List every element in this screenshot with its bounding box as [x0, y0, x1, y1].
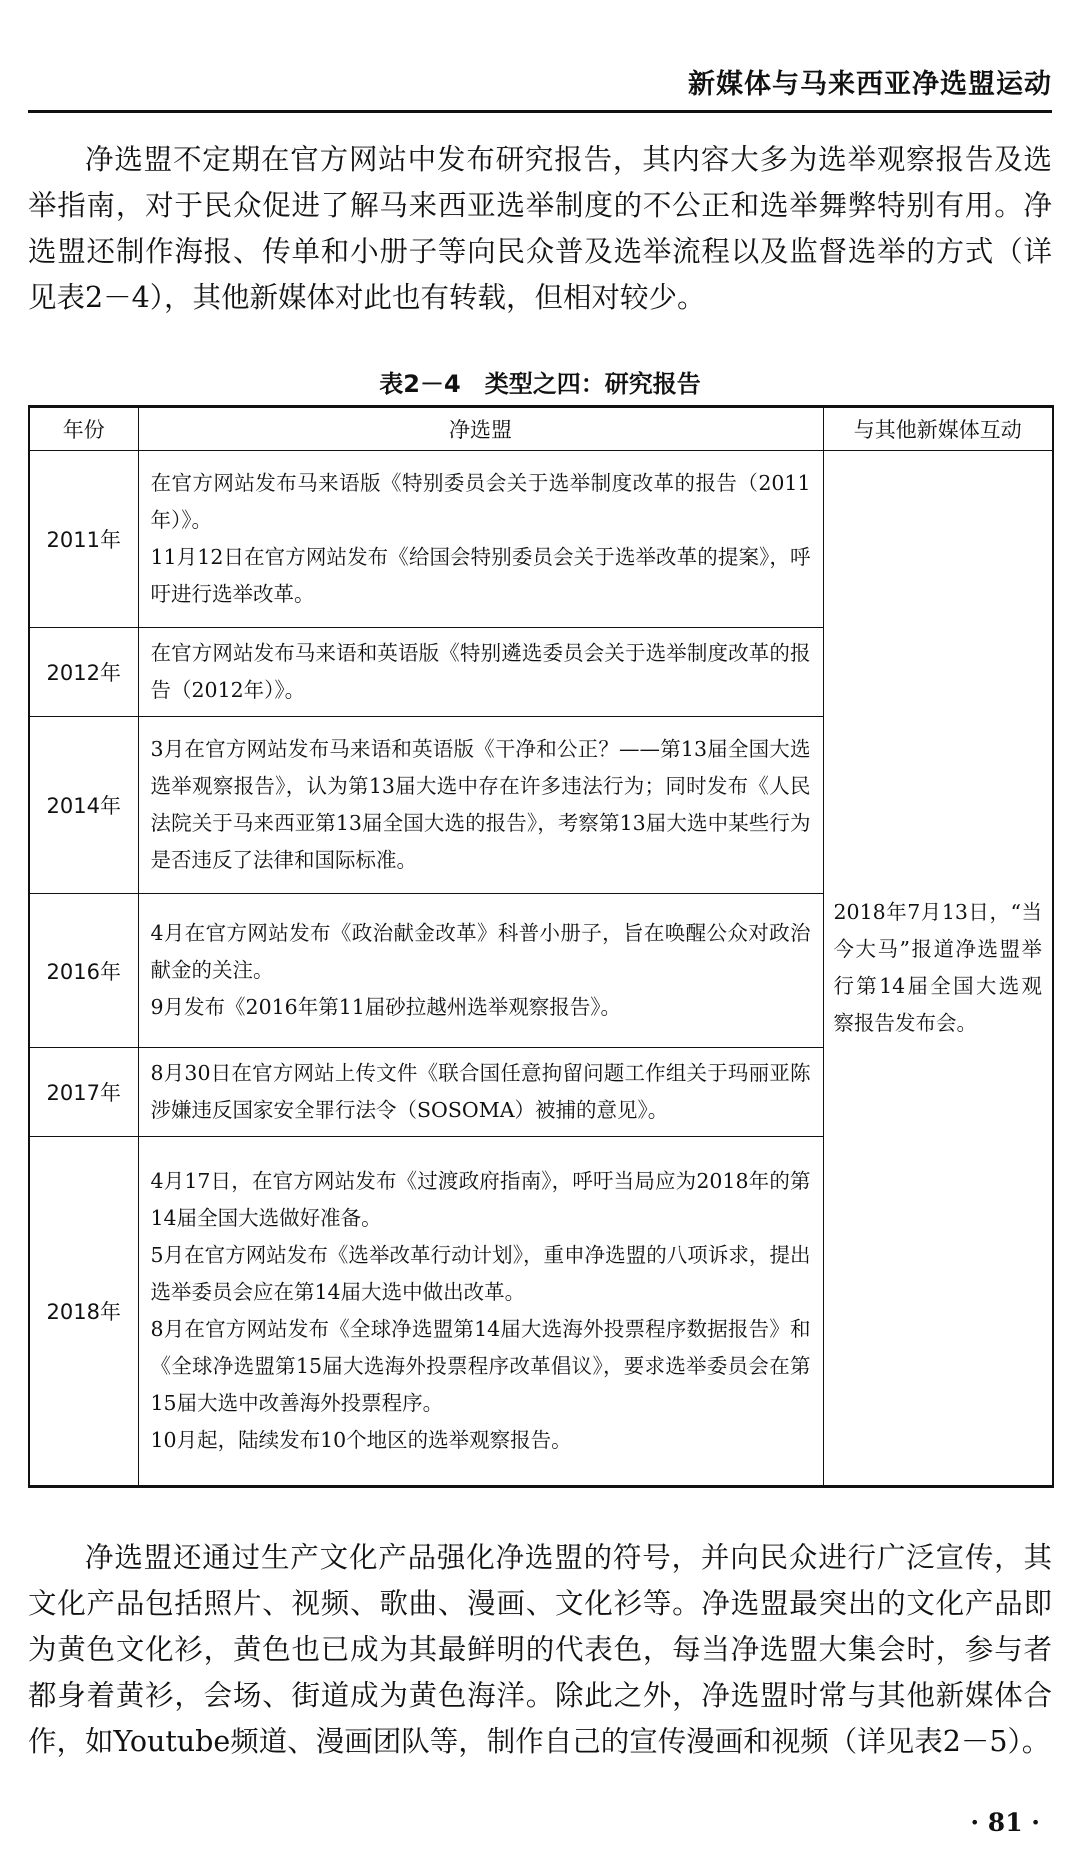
entry-text: 3月在官方网站发布马来语和英语版《干净和公正？——第13届全国大选选举观察报告》，认为第13届大选中存在许多违法行为；同时发布《人民法院关于马来西亚第13届全国大选的报告》，考察第13届大选中某些行为是否违反了法律和国际标准。 [150, 737, 811, 872]
running-head: 新媒体与马来西亚净选盟运动 [688, 69, 1052, 100]
paragraph-intro: 净选盟不定期在官方网站中发布研究报告，其内容大多为选举观察报告及选举指南，对于民众促进了解马来西亚选举制度的不公正和选举舞弊特别有用。净选盟还制作海报、传单和小册子等向民众普及选举流程以及监督选举的方式（详见表2－4），其他新媒体对此也有转载，但相对较少。 [28, 143, 1052, 314]
year-cell: 2018年 [29, 1137, 138, 1487]
header-rule [28, 110, 1052, 113]
column-header-bersih: 净选盟 [138, 407, 823, 451]
entry-text: 在官方网站发布马来语和英语版《特别遴选委员会关于选举制度改革的报告（2012年）》。 [150, 641, 811, 702]
table-row [29, 451, 1053, 628]
table-header-row [29, 407, 1053, 451]
year-cell: 2014年 [29, 717, 138, 894]
entry-text: 5月在官方网站发布《选举改革行动计划》，重申净选盟的八项诉求，提出选举委员会应在第14届大选中做出改革。 [150, 1243, 811, 1304]
table-title: 表2－4 类型之四：研究报告 [379, 370, 701, 398]
year-cell: 2011年 [29, 451, 138, 628]
report-table [28, 405, 1054, 1488]
entry-text: 8月在官方网站发布《全球净选盟第14届大选海外投票程序数据报告》和《全球净选盟第15届大选海外投票程序改革倡议》，要求选举委员会在第15届大选中改善海外投票程序。 [150, 1317, 811, 1415]
content-cell [138, 1048, 823, 1137]
paragraph-culture: 净选盟还通过生产文化产品强化净选盟的符号，并向民众进行广泛宣传，其文化产品包括照片、视频、歌曲、漫画、文化衫等。净选盟最突出的文化产品即为黄色文化衫，黄色也已成为其最鲜明的代表色，每当净选盟大集会时，参与者都身着黄衫，会场、街道成为黄色海洋。除此之外，净选盟时常与其他新媒体合作，如Youtube频道、漫画团队等，制作自己的宣传漫画和视频（详见表2－5）。 [28, 1541, 1052, 1758]
column-header-year: 年份 [29, 407, 138, 451]
content-cell [138, 717, 823, 894]
entry-text: 9月发布《2016年第11届砂拉越州选举观察报告》。 [150, 995, 622, 1019]
content-cell [138, 1137, 823, 1487]
column-header-interaction: 与其他新媒体互动 [823, 407, 1053, 451]
entry-text: 在官方网站发布马来语版《特别委员会关于选举制度改革的报告（2011年）》。 [150, 471, 811, 532]
content-cell [138, 894, 823, 1048]
entry-text: 10月起，陆续发布10个地区的选举观察报告。 [150, 1428, 572, 1452]
entry-text: 8月30日在官方网站上传文件《联合国任意拘留问题工作组关于玛丽亚陈涉嫌违反国家安全罪行法令（SOSOMA）被捕的意见》。 [150, 1061, 811, 1122]
entry-text: 4月17日，在官方网站发布《过渡政府指南》，呼吁当局应为2018年的第14届全国大选做好准备。 [150, 1169, 811, 1230]
entry-text: 11月12日在官方网站发布《给国会特别委员会关于选举改革的提案》，呼吁进行选举改革。 [150, 545, 811, 606]
interaction-cell: 2018年7月13日，“当今大马”报道净选盟举行第14届全国大选观察报告发布会。 [823, 451, 1053, 1487]
entry-text: 4月在官方网站发布《政治献金改革》科普小册子，旨在唤醒公众对政治献金的关注。 [150, 921, 811, 982]
content-cell [138, 451, 823, 628]
year-cell: 2012年 [29, 628, 138, 717]
content-cell [138, 628, 823, 717]
year-cell: 2016年 [29, 894, 138, 1048]
page-number: · 81 · [970, 1808, 1040, 1837]
year-cell: 2017年 [29, 1048, 138, 1137]
